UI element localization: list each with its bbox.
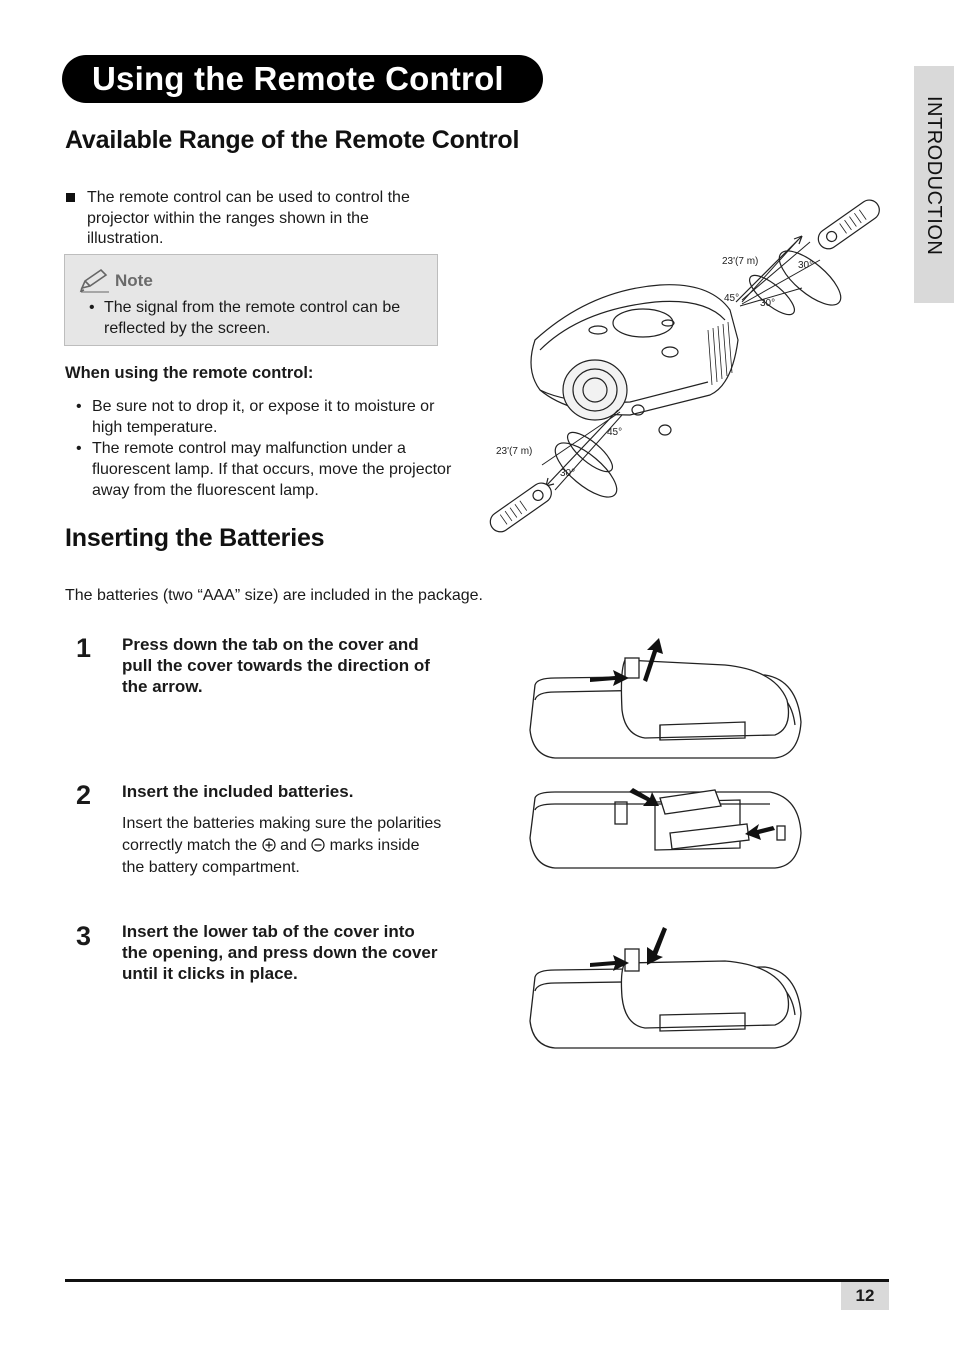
minus-polarity-icon — [311, 838, 325, 852]
step-title: Insert the lower tab of the cover into the opening, and press down the cover until it clicks in place. — [122, 922, 438, 983]
bullet-dot-icon: • — [76, 440, 82, 457]
remote-control-top — [814, 196, 883, 253]
step-body-and: and — [280, 837, 307, 854]
note-item-text: The signal from the remote control can be reflected by the screen. — [104, 299, 401, 337]
battery-step1-illustration — [525, 630, 805, 765]
angle-label-top-30b: 30° — [760, 298, 776, 309]
step-title: Insert the included batteries. — [122, 782, 354, 801]
angle-label-top-45: 45° — [724, 293, 740, 304]
distance-label-top: 23'(7 m) — [722, 256, 759, 267]
range-intro: The remote control can be used to control the projector within the ranges shown in the illustration. — [87, 189, 410, 247]
plus-polarity-icon — [262, 838, 276, 852]
step-body — [122, 813, 442, 879]
bullet-dot-icon: • — [89, 299, 95, 316]
angle-label-top-30a: 30° — [798, 260, 814, 271]
battery-step3-illustration — [525, 925, 805, 1055]
bullet-dot-icon: • — [76, 398, 82, 415]
section-side-tab — [914, 66, 954, 303]
note-label: Note — [115, 271, 153, 290]
footer-rule — [65, 1279, 889, 1282]
remote-usage-subheading: When using the remote control: — [65, 364, 314, 382]
step-body-text: Insert the batteries making sure the polarities correctly match the — [122, 815, 442, 854]
batteries-heading: Inserting the Batteries — [65, 524, 325, 552]
remote-range-illustration — [480, 190, 900, 550]
step-body-text-end: marks inside the battery compartment. — [122, 837, 420, 876]
pencil-icon — [79, 267, 111, 293]
batteries-intro: The batteries (two “AAA” size) are included in the package. — [65, 587, 483, 604]
range-heading: Available Range of the Remote Control — [65, 126, 520, 154]
remote-control-bottom — [486, 479, 555, 536]
list-item-text: The remote control may malfunction under a fluorescent lamp. If that occurs, move the projector away from the fluorescent lamp. — [92, 440, 452, 499]
side-tab-label: INTRODUCTION — [923, 96, 945, 256]
press-down-arrow-icon — [647, 927, 667, 965]
note-box — [64, 254, 438, 346]
angle-label-bottom-45: 45° — [607, 427, 623, 438]
distance-label-bottom: 23'(7 m) — [496, 446, 533, 457]
angle-label-bottom-30: 30° — [560, 468, 576, 479]
battery-step2-illustration — [525, 778, 805, 878]
step-number: 1 — [76, 633, 92, 663]
page-number: 12 — [841, 1282, 889, 1310]
projector-body — [531, 285, 738, 415]
list-item-text: Be sure not to drop it, or expose it to moisture or high temperature. — [92, 398, 435, 436]
page-title: Using the Remote Control — [62, 55, 543, 103]
square-bullet-icon — [66, 193, 75, 202]
step-number: 3 — [76, 921, 92, 951]
step-number: 2 — [76, 780, 92, 810]
step-title: Press down the tab on the cover and pull the cover towards the direction of the arrow. — [122, 635, 430, 696]
